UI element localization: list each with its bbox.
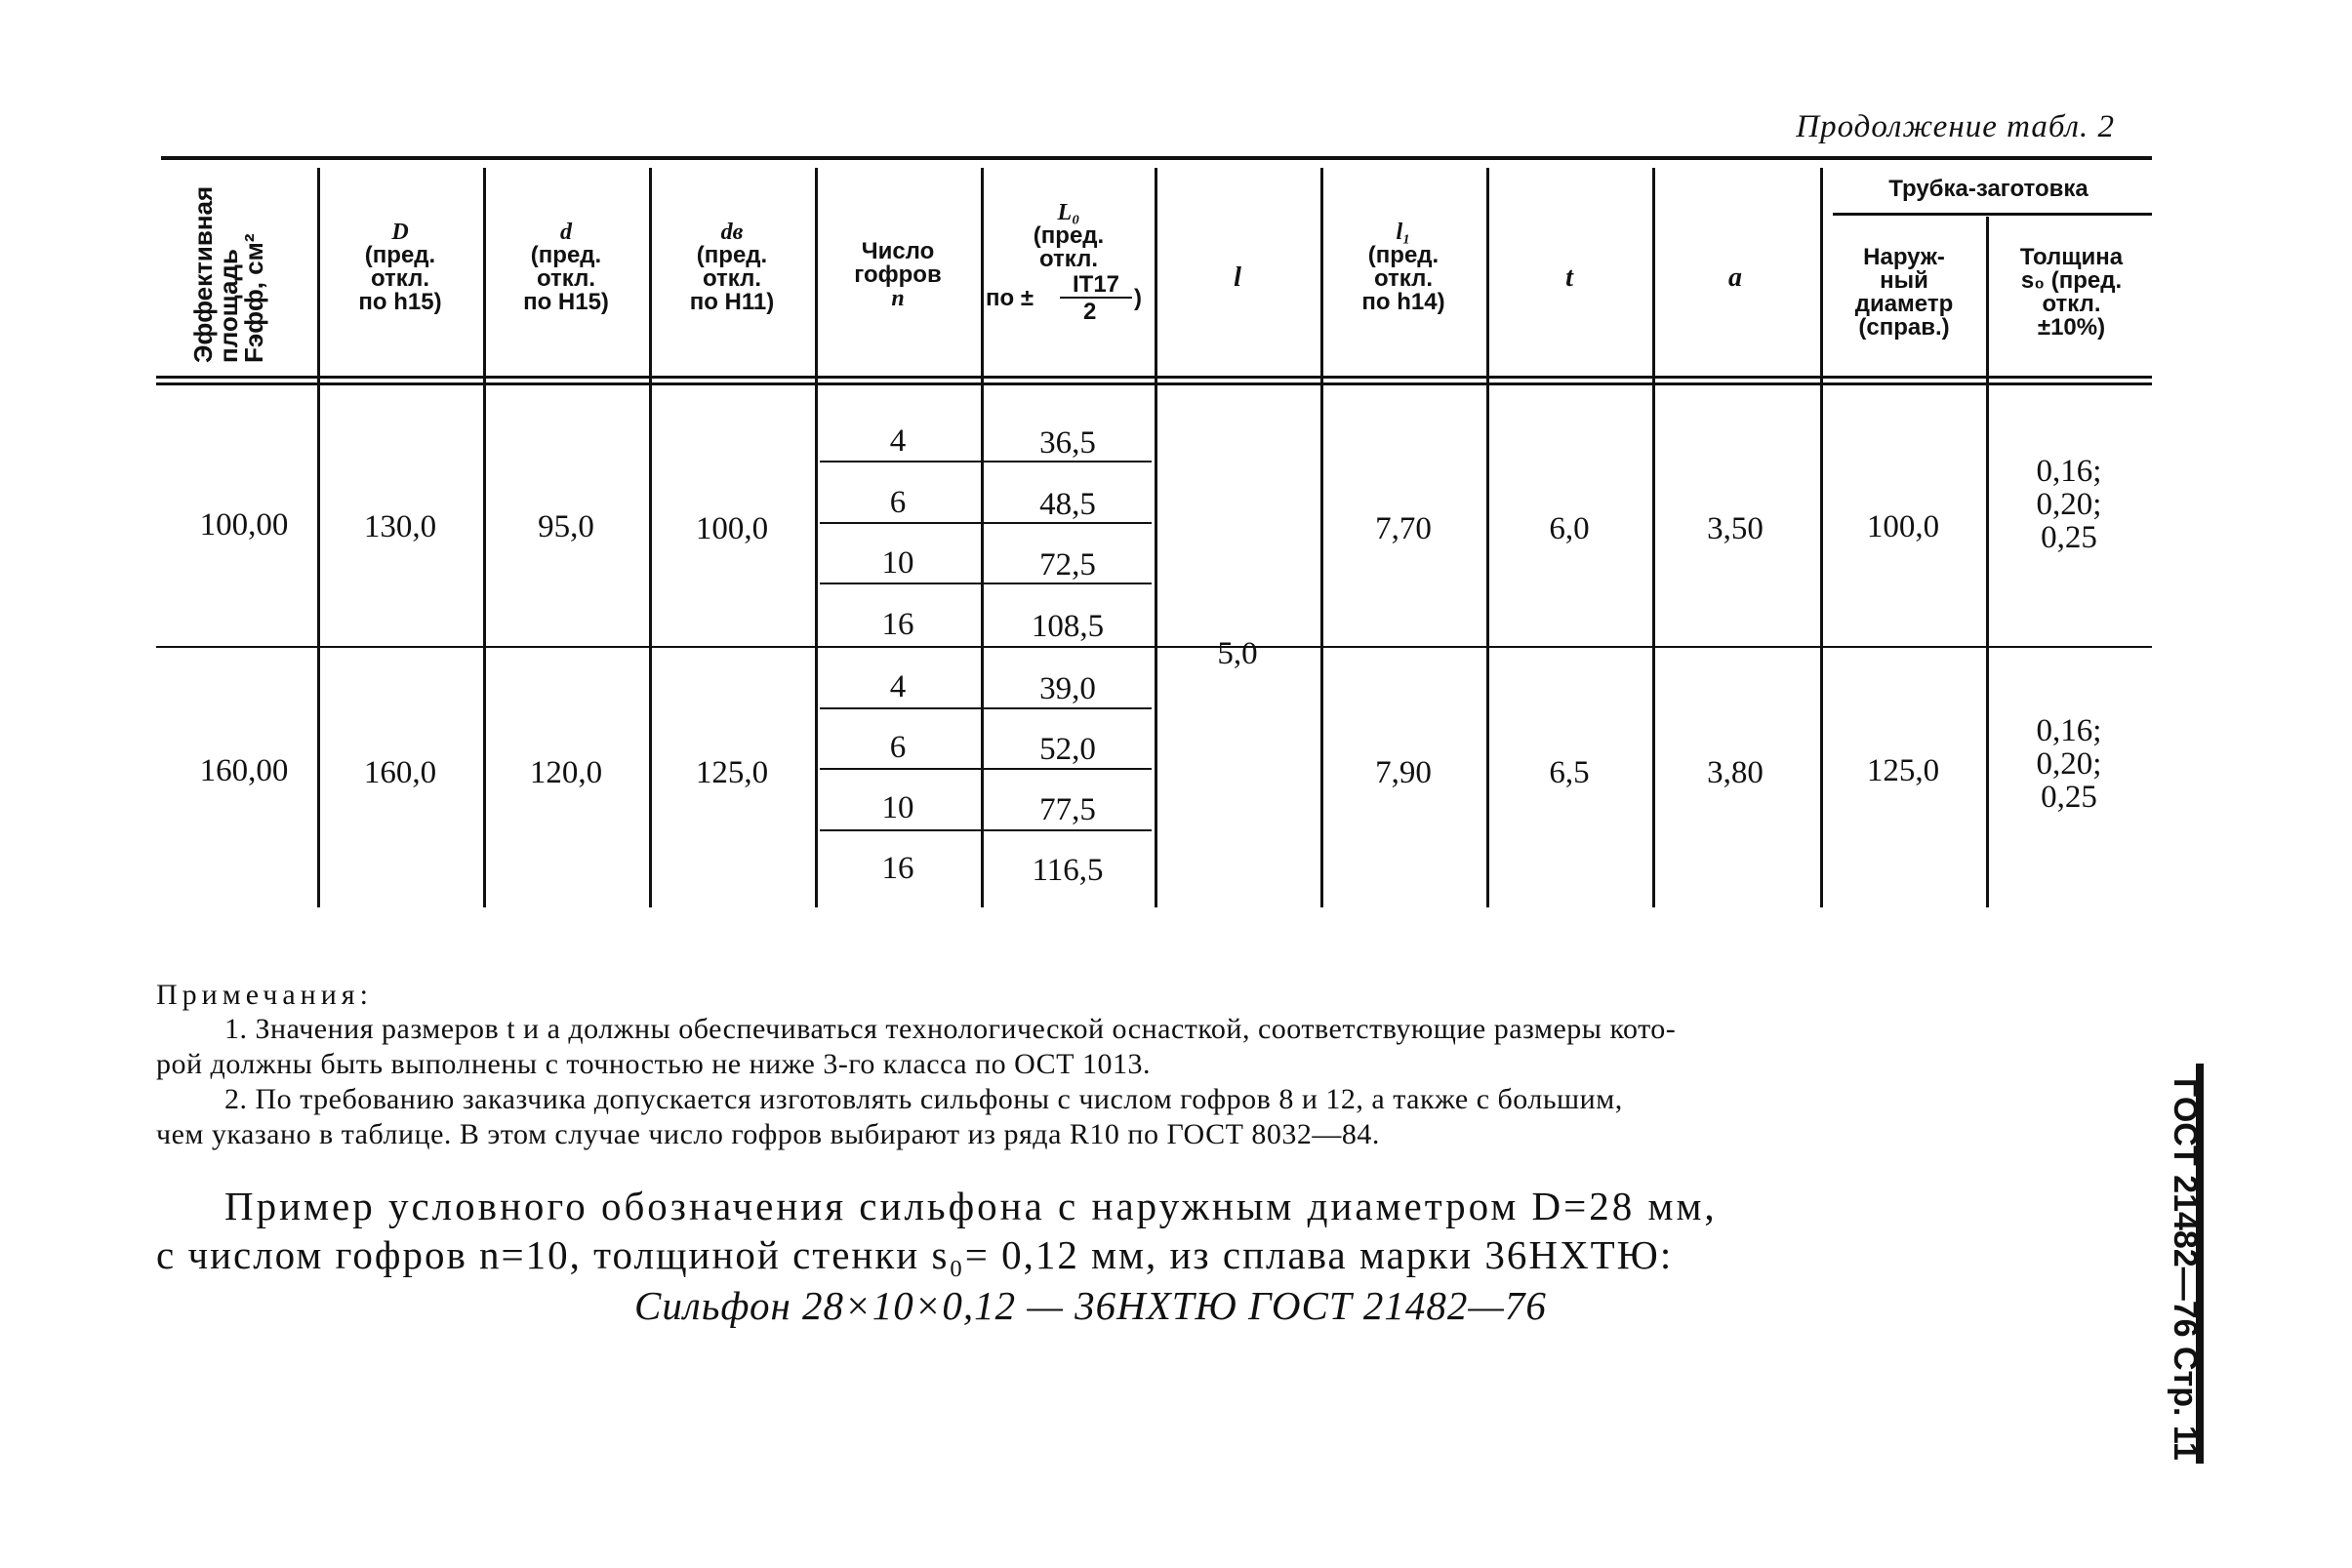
l-value: 5,0 <box>1217 636 1258 671</box>
header-outer: Наруж- ный диаметр (справ.) <box>1854 244 1954 341</box>
col-line <box>1320 168 1323 907</box>
header-tube: Трубка-заготовка <box>1888 176 2088 202</box>
row2-n-6: 6 <box>889 730 907 765</box>
col-line <box>815 168 818 907</box>
note-2-cont: чем указано в таблице. В этом случае число гофров выбирают из ряда R10 по ГОСТ 8032—84. <box>156 1118 1380 1150</box>
header-l1: l₁ (пред. откл. по h14) <box>1361 220 1445 315</box>
row1-n-4: 4 <box>889 423 907 459</box>
subrow-rule <box>820 768 1152 770</box>
row2-n-16: 16 <box>881 851 914 886</box>
row2-dv: 125,0 <box>695 755 769 790</box>
designation: Сильфон 28×10×0,12 — 36НХТЮ ГОСТ 21482—76 <box>634 1283 1547 1328</box>
col-line <box>1820 168 1823 907</box>
tube-header-rule <box>1833 213 2152 216</box>
row1-n-6: 6 <box>889 485 907 520</box>
row2-L0-4: 116,5 <box>1032 853 1104 888</box>
col-line <box>1155 168 1157 907</box>
col-line <box>1986 217 1989 907</box>
header-L0: L₀ (пред. откл. по ± IT17 2 ) <box>986 200 1142 325</box>
row1-dv: 100,0 <box>695 511 769 546</box>
subrow-rule <box>820 707 1152 709</box>
row1-n-16: 16 <box>881 607 914 642</box>
row2-thickness: 0,16; 0,20; 0,25 <box>2036 713 2102 815</box>
row1-L0-4: 108,5 <box>1031 609 1105 644</box>
side-label: ГОСТ 21482—76 Стр. 11 <box>2167 1078 2204 1461</box>
header-l: l <box>1234 262 1241 293</box>
row2-L0-1: 39,0 <box>1039 671 1096 706</box>
row2-f-eff: 160,00 <box>199 753 289 788</box>
example-line-1: Пример условного обозначения сильфона с наружным диаметром D=28 мм, <box>224 1184 1718 1228</box>
note-1: 1. Значения размеров t и a должны обеспечиваться технологической оснасткой, соответствующие размеры кото- <box>224 1013 1677 1045</box>
row2-n-10: 10 <box>881 790 914 825</box>
row1-L0-1: 36,5 <box>1039 425 1096 461</box>
row1-a: 3,50 <box>1707 511 1764 546</box>
continuation-title: Продолжение табл. 2 <box>1796 109 2115 144</box>
row1-d: 95,0 <box>538 509 594 544</box>
row1-D: 130,0 <box>363 509 437 544</box>
row1-L0-3: 72,5 <box>1039 547 1096 583</box>
row1-t: 6,0 <box>1549 511 1590 546</box>
row2-d: 120,0 <box>529 755 603 790</box>
row2-n-4: 4 <box>889 669 907 704</box>
row1-f-eff: 100,00 <box>199 507 289 543</box>
col-line <box>649 168 652 907</box>
header-t: t <box>1565 262 1573 293</box>
example-line-2: с числом гофров n=10, толщиной стенки s₀= 0,12 мм, из сплава марки 36НХТЮ: <box>156 1232 1674 1277</box>
row1-outer: 100,0 <box>1866 509 1940 544</box>
header-a: a <box>1728 262 1742 293</box>
row2-t: 6,5 <box>1549 755 1590 790</box>
row2-a: 3,80 <box>1707 755 1764 790</box>
table-top-rule <box>161 156 2152 160</box>
col-line <box>483 168 486 907</box>
header-f-eff: Эффективная площадь Fэфф, см² <box>188 185 268 363</box>
row1-l1: 7,70 <box>1375 511 1432 546</box>
col-line <box>1652 168 1655 907</box>
row2-D: 160,0 <box>363 755 437 790</box>
row2-L0-2: 52,0 <box>1039 732 1096 767</box>
header-dv: dв (пред. откл. по H11) <box>689 220 775 315</box>
header-D: D (пред. откл. по h15) <box>358 220 442 315</box>
header-d: d (пред. откл. по H15) <box>523 220 609 315</box>
col-line <box>1486 168 1489 907</box>
header-thickness: Толщина s₀ (пред. откл. ±10%) <box>2019 244 2124 341</box>
note-2: 2. По требованию заказчика допускается изготовлять сильфоны с числом гофров 8 и 12, а также с большим, <box>224 1083 1623 1115</box>
row2-outer: 125,0 <box>1866 753 1940 788</box>
notes-title: Примечания: <box>156 979 373 1011</box>
note-1-cont: рой должны быть выполнены с точностью не ниже 3-го класса по ОСТ 1013. <box>156 1048 1152 1080</box>
row1-n-10: 10 <box>881 545 914 581</box>
header-n: Число гофров n <box>854 238 942 311</box>
row2-L0-3: 77,5 <box>1039 792 1096 827</box>
col-line <box>981 168 984 907</box>
col-line <box>317 168 320 907</box>
row2-l1: 7,90 <box>1375 755 1432 790</box>
row1-thickness: 0,16; 0,20; 0,25 <box>2036 454 2102 555</box>
row1-L0-2: 48,5 <box>1039 487 1096 522</box>
subrow-rule <box>820 829 1152 831</box>
